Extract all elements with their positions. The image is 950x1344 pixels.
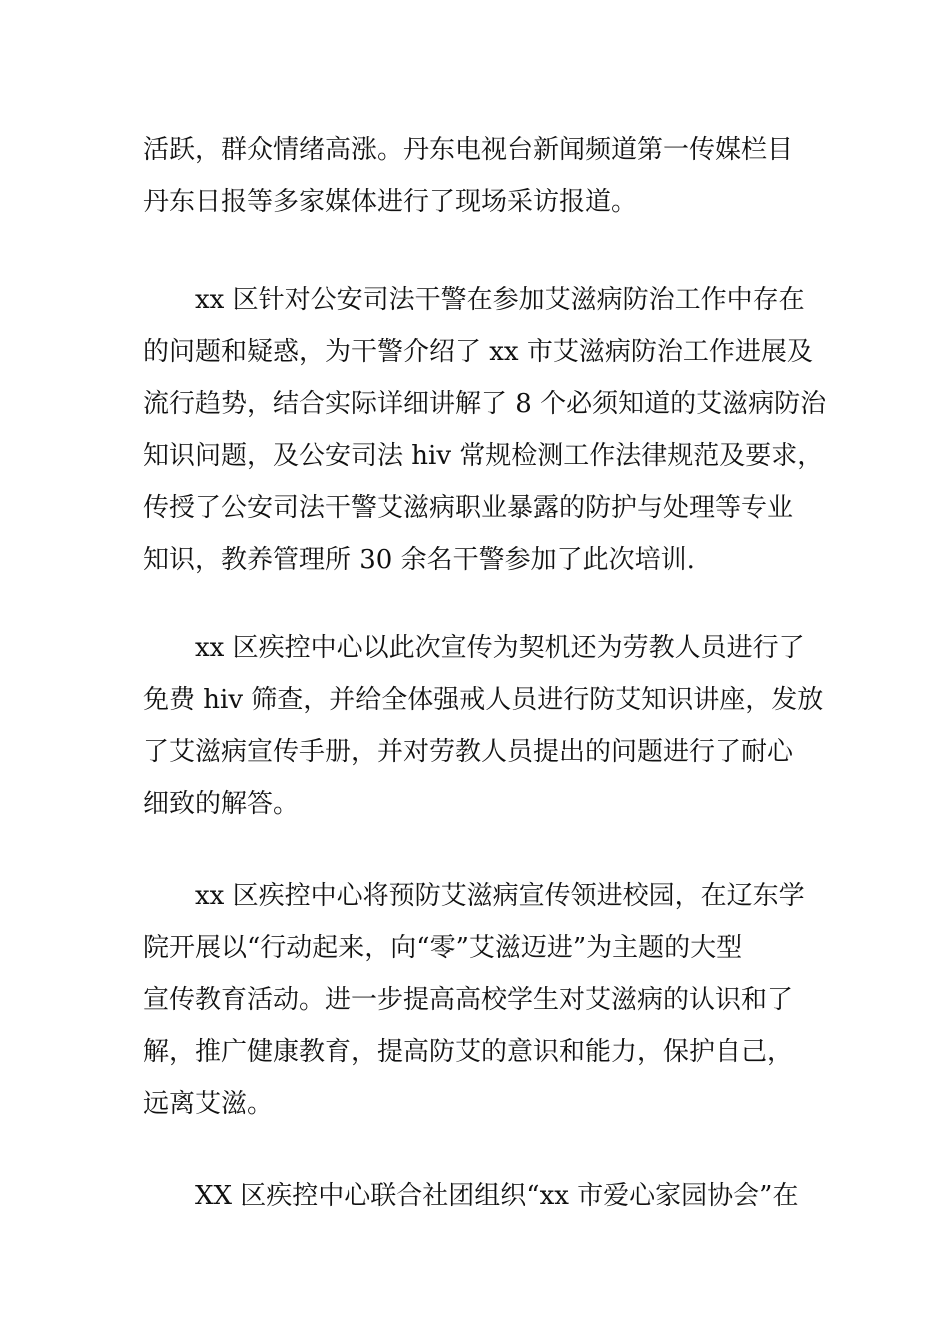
paragraph-association: [143, 1170, 807, 1222]
text-line: 活跃，群众情绪高涨。丹东电视台新闻频道第一传媒栏目: [143, 135, 794, 165]
text-line: 丹东日报等多家媒体进行了现场采访报道。: [143, 187, 638, 217]
text-line: 宣传教育活动。进一步提高高校学生对艾滋病的认识和了: [143, 985, 794, 1015]
text-line: 流行趋势，结合实际详细讲解了 8 个必须知道的艾滋病防治: [143, 389, 827, 419]
text-line: 了艾滋病宣传手册，并对劳教人员提出的问题进行了耐心: [143, 737, 794, 767]
text-line: 传授了公安司法干警艾滋病职业暴露的防护与处理等专业: [143, 493, 794, 523]
text-line: 远离艾滋。: [143, 1089, 274, 1119]
text-line: xx 区疾控中心以此次宣传为契机还为劳教人员进行了: [195, 633, 805, 663]
text-line: XX 区疾控中心联合社团组织“xx 市爱心家园协会”在: [195, 1181, 799, 1211]
text-line: xx 区针对公安司法干警在参加艾滋病防治工作中存在: [195, 285, 805, 315]
text-line: 细致的解答。: [143, 789, 300, 819]
text-line: 解，推广健康教育，提高防艾的意识和能力，保护自己，: [143, 1037, 794, 1067]
paragraph-hiv-screening: [143, 622, 824, 830]
paragraph-campus-campaign: [143, 870, 807, 1130]
text-line: 院开展以“行动起来，向“零”艾滋迈进”为主题的大型: [143, 933, 743, 963]
text-line: 的问题和疑惑，为干警介绍了 xx 市艾滋病防治工作进展及: [143, 337, 813, 367]
text-line: xx 区疾控中心将预防艾滋病宣传领进校园，在辽东学: [195, 881, 805, 911]
text-line: 免费 hiv 筛查，并给全体强戒人员进行防艾知识讲座，发放: [143, 685, 824, 715]
paragraph-police-training: [143, 274, 827, 586]
text-line: 知识，教养管理所 30 余名干警参加了此次培训.: [143, 545, 695, 575]
paragraph-media-coverage: [143, 124, 807, 228]
text-line: 知识问题，及公安司法 hiv 常规检测工作法律规范及要求，: [143, 441, 824, 471]
